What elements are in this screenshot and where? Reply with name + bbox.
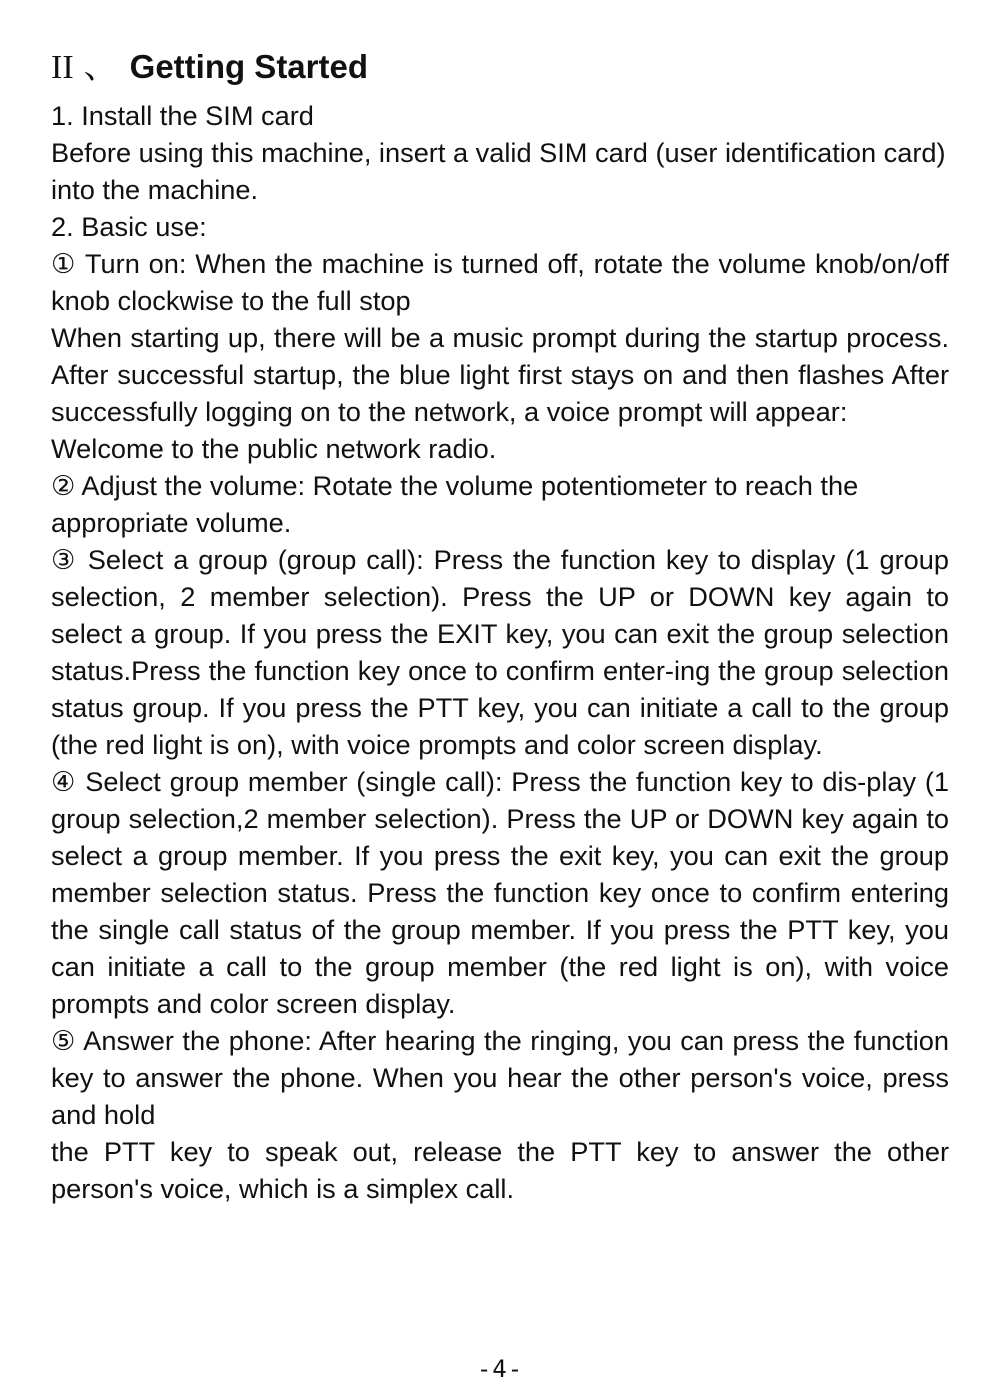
answer-phone-continued: the PTT key to speak out, release the PTT key to answer the other person's voice, which is a simplex call. (51, 1136, 949, 1204)
single-call-paragraph: ④ Select group member (single call): Press the function key to dis-play (1 group selection,2 member selection). Press the UP or DOWN key again to select a group member. If you press the exit key, you can exit the group member selection status. Press the function key once to confirm entering the single call status of the group member. If you press the PTT key, you can initiate a call to the group member (the red light is on), with voice prompts and color screen display. (51, 766, 949, 1019)
adjust-volume-paragraph: ② Adjust the volume: Rotate the volume potentiometer to reach the appropriate volume. (51, 470, 859, 538)
install-sim-title: 1. Install the SIM card (51, 100, 314, 131)
section-body (51, 97, 949, 1207)
install-sim-text: Before using this machine, insert a valid SIM card (user identification card) into the machine. (51, 137, 946, 205)
basic-use-title: 2. Basic use: (51, 211, 207, 242)
answer-phone-paragraph: ⑤ Answer the phone: After hearing the ringing, you can press the function key to answer the phone. When you hear the other person's voice, press and hold (51, 1025, 949, 1130)
turn-on-paragraph: ① Turn on: When the machine is turned off, rotate the volume knob/on/off knob clockwise to the full stop (51, 248, 949, 316)
welcome-prompt: Welcome to the public network radio. (51, 433, 497, 464)
startup-paragraph: When starting up, there will be a music prompt during the startup process. After successful startup, the blue light first stays on and then flashes After successfully logging on to the network, a voice prompt will appear: (51, 322, 949, 427)
heading-separator: 、 (83, 48, 118, 86)
section-title: Getting Started (129, 48, 369, 85)
section-number: II (51, 49, 74, 86)
manual-page (51, 44, 949, 1207)
section-heading (51, 44, 949, 91)
group-call-paragraph: ③ Select a group (group call): Press the function key to display (1 group selection, 2 member selection). Press the UP or DOWN key again to select a group. If you press the EXIT key, you can exit the group selection status.Press the function key once to confirm enter-ing the group selection status group. If you press the PTT key, you can initiate a call to the group (the red light is on), with voice prompts and color screen display. (51, 544, 949, 760)
page-number: -4- (476, 1355, 524, 1383)
